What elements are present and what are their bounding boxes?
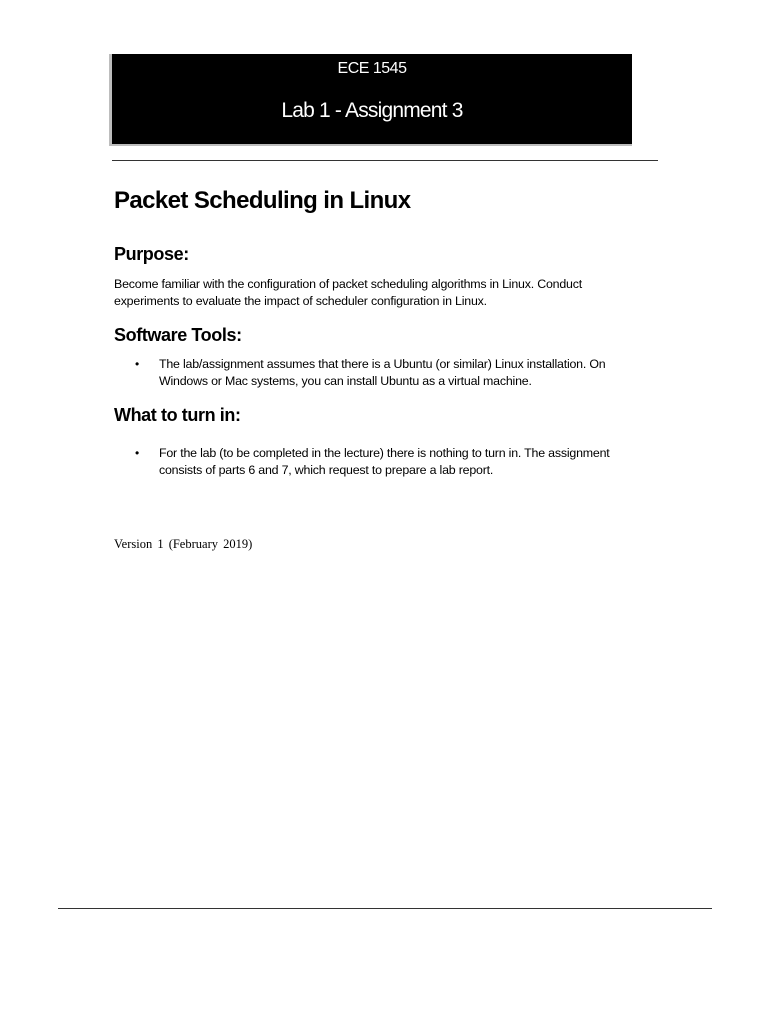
purpose-text-line-1: Become familiar with the configuration of packet scheduling algorithms in Linux. Conduct [114, 277, 582, 291]
header-divider [112, 160, 658, 161]
header-banner [109, 54, 632, 146]
footer-divider [58, 908, 712, 909]
software-tools-text-line-1: The lab/assignment assumes that there is a Ubuntu (or similar) Linux installation. On [159, 357, 606, 371]
software-tools-heading: Software Tools: [114, 325, 242, 345]
what-to-turn-in-heading: What to turn in: [114, 405, 241, 425]
document-title: Packet Scheduling in Linux [114, 187, 411, 214]
what-to-turn-in-bullet-text [159, 445, 659, 479]
software-tools-text-line-2: Windows or Mac systems, you can install Ubuntu as a virtual machine. [159, 374, 532, 388]
purpose-text-line-2: experiments to evaluate the impact of scheduler configuration in Linux. [114, 294, 487, 308]
purpose-text [114, 276, 658, 310]
what-to-turn-in-text-line-2: consists of parts 6 and 7, which request to prepare a lab report. [159, 463, 494, 477]
purpose-heading: Purpose: [114, 244, 189, 264]
bullet-icon: • [135, 446, 140, 460]
what-to-turn-in-text-line-1: For the lab (to be completed in the lecture) there is nothing to turn in. The assignment [159, 446, 610, 460]
software-tools-bullet-text [159, 356, 659, 390]
version-note: Version 1 (February 2019) [114, 537, 253, 551]
bullet-icon: • [135, 357, 140, 371]
lab-title: Lab 1 - Assignment 3 [281, 99, 463, 122]
course-code: ECE 1545 [337, 60, 407, 77]
